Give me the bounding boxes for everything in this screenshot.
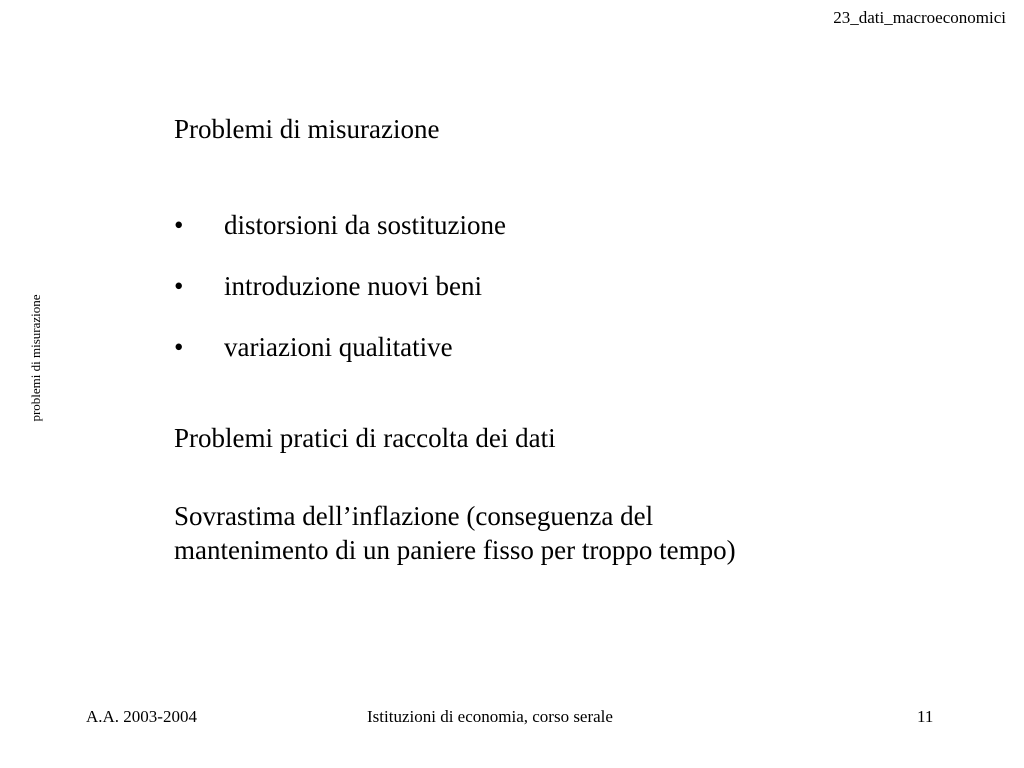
bullet-icon: • (174, 271, 184, 301)
paragraph-inflation (174, 499, 994, 567)
list-item-label: variazioni qualitative (224, 332, 453, 362)
section-title-data-collection: Problemi pratici di raccolta dei dati (174, 423, 556, 453)
paragraph-line-1: Sovrastima dell’inflazione (conseguenza del (174, 501, 654, 531)
footer-course-title: Istituzioni di economia, corso serale (367, 707, 613, 726)
list-item-label: introduzione nuovi beni (224, 271, 482, 301)
sidebar-vertical-label: problemi di misurazione (28, 294, 43, 422)
bullet-list (174, 208, 994, 364)
bullet-icon: • (174, 332, 184, 362)
section-title-measurement: Problemi di misurazione (174, 114, 440, 144)
paragraph-line-2: mantenimento di un paniere fisso per troppo tempo) (174, 535, 736, 565)
list-item (174, 269, 994, 303)
footer-academic-year: A.A. 2003-2004 (86, 707, 197, 726)
bullet-icon: • (174, 210, 184, 240)
list-item (174, 330, 994, 364)
footer-page-number: 11 (917, 707, 934, 726)
list-item (174, 208, 994, 242)
slide-content (174, 112, 994, 567)
document-file-label: 23_dati_macroeconomici (833, 8, 1006, 27)
list-item-label: distorsioni da sostituzione (224, 210, 506, 240)
